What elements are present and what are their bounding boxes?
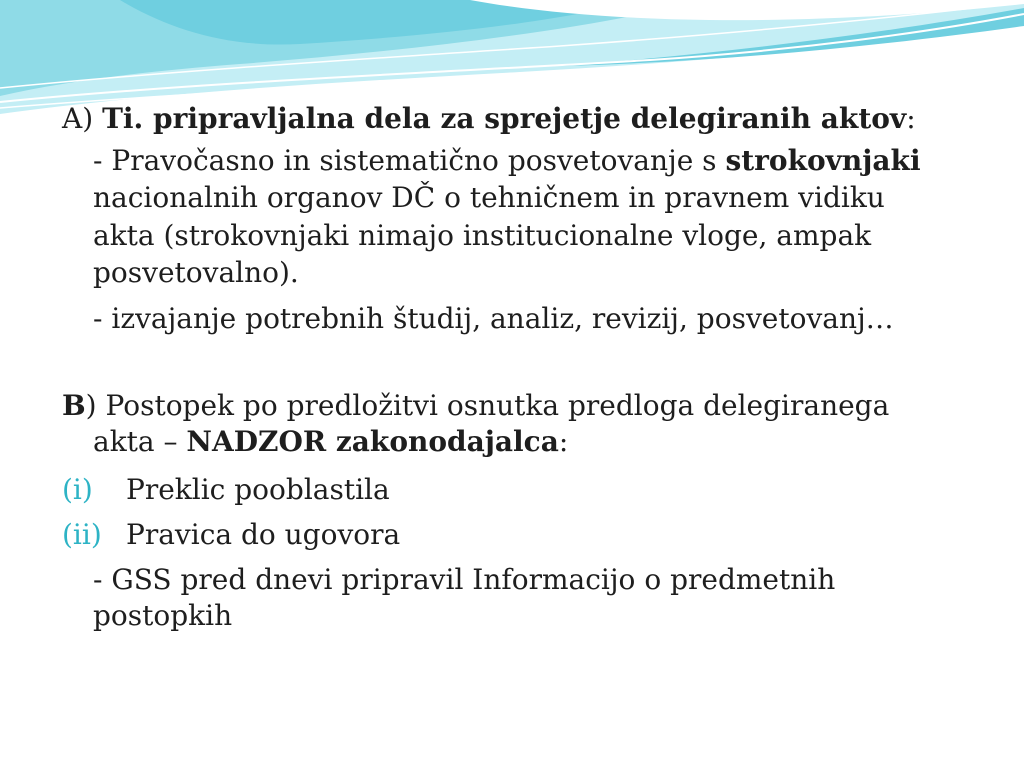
list-item-text: Preklic pooblastila [126, 473, 390, 506]
section-b-title-cont: akta – [93, 425, 178, 458]
list-item-text: Pravica do ugovora [126, 518, 401, 551]
consultation-text: - Pravočasno in sistematično posvetovanje s [93, 144, 717, 177]
studies-line: - izvajanje potrebnih študij, analiz, revizij, posvetovanj… [93, 302, 894, 335]
section-a-colon: : [906, 102, 916, 135]
section-a-title: Ti. pripravljalna dela za sprejetje delegiranih aktov [102, 102, 907, 135]
list-item [62, 516, 400, 553]
consultation-line-1 [93, 142, 921, 179]
section-a-heading [62, 100, 916, 137]
note-line-2: postopkih [93, 599, 233, 632]
consultation-line-4: posvetovalno). [93, 256, 299, 289]
list-item-number: (ii) [62, 518, 102, 551]
section-b-marker: B [62, 389, 86, 422]
consultation-line-3: akta (strokovnjaki nimajo institucionalne vloge, ampak [93, 219, 872, 252]
section-b-paren: ) [85, 389, 97, 422]
consultation-line-2: nacionalnih organov DČ o tehničnem in pravnem vidiku [93, 181, 885, 214]
section-b-heading-line-1 [62, 387, 889, 424]
list-item [62, 471, 390, 508]
section-b-emphasis: NADZOR zakonodajalca [186, 425, 559, 458]
section-b-heading-line-2 [93, 423, 568, 460]
note-line-1: - GSS pred dnevi pripravil Informacijo o predmetnih [93, 563, 836, 596]
section-b-colon: : [558, 425, 569, 458]
section-a-marker: A) [62, 102, 94, 135]
consultation-emphasis: strokovnjaki [725, 144, 921, 177]
section-b-title: Postopek po predložitvi osnutka predloga delegiranega [105, 389, 890, 422]
list-item-number: (i) [62, 473, 93, 506]
